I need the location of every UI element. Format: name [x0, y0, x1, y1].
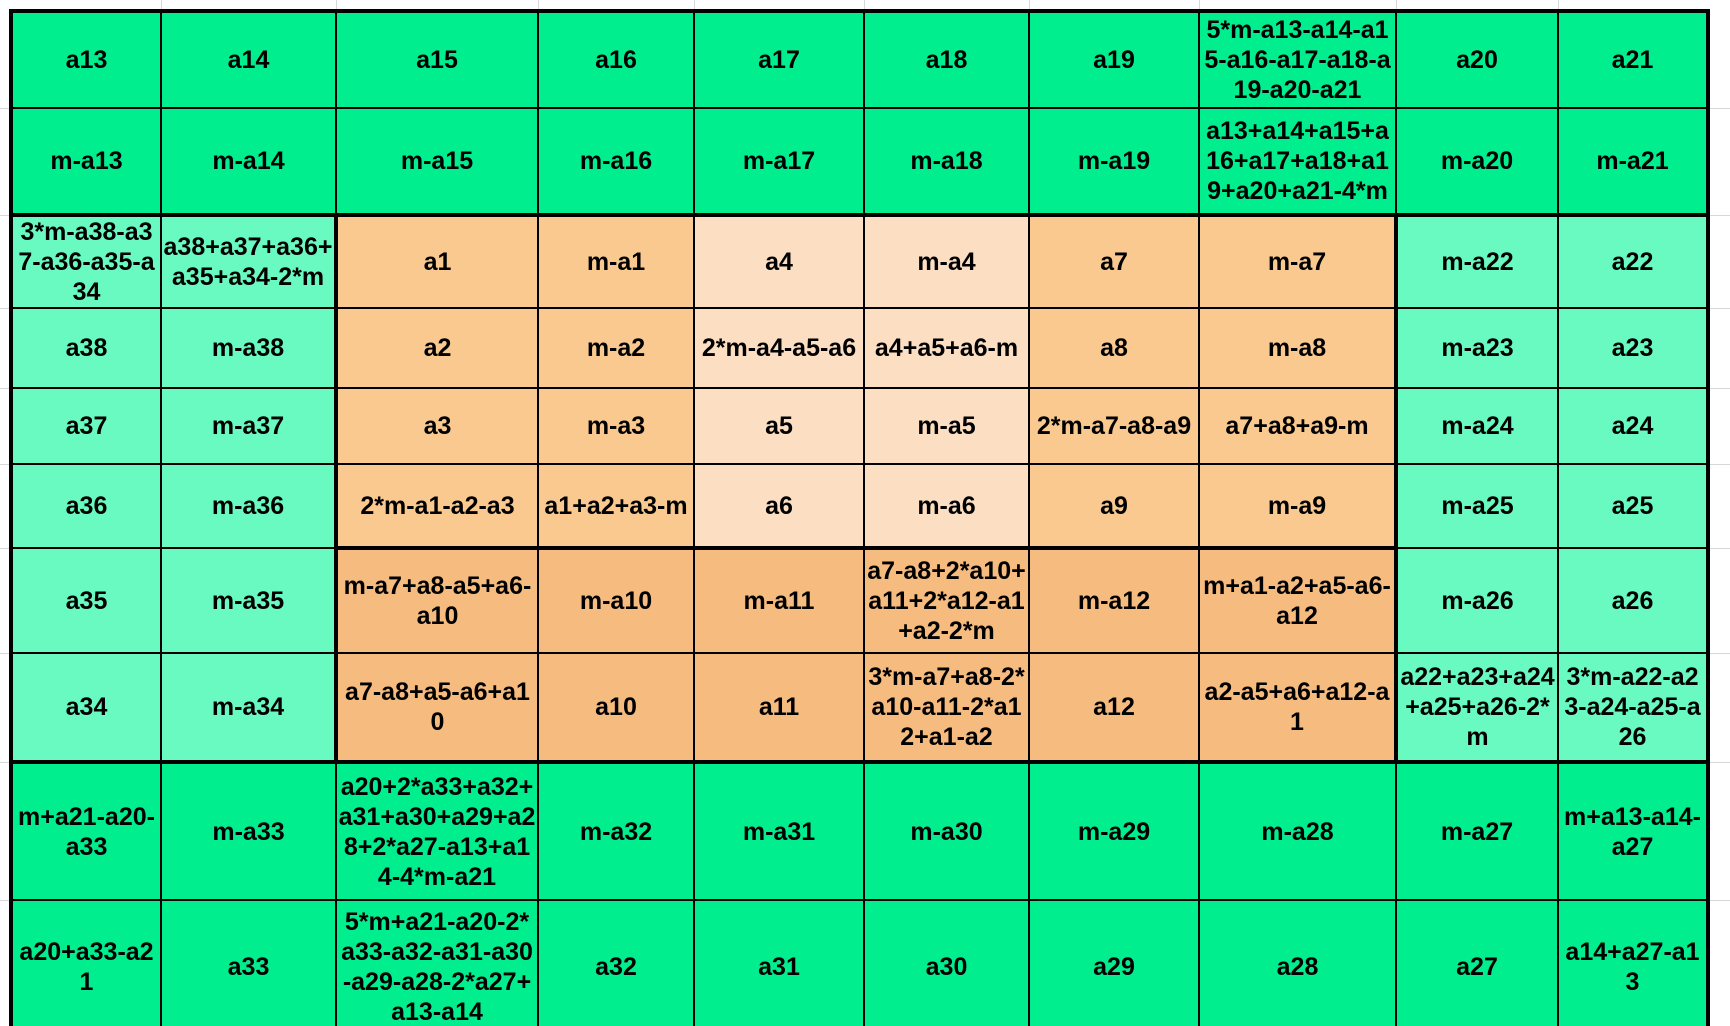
cell-r6c6[interactable]: m-a6 — [864, 464, 1029, 548]
cell-r8c10[interactable]: 3*m-a22-a23-a24-a25-a26 — [1558, 653, 1708, 762]
cell-r5c5[interactable]: a5 — [694, 388, 864, 464]
spreadsheet-gridline — [0, 108, 9, 109]
cell-r1c4[interactable]: a16 — [538, 11, 694, 108]
cell-r3c5[interactable]: a4 — [694, 215, 864, 308]
cell-r9c5[interactable]: m-a31 — [694, 762, 864, 900]
cell-r7c6[interactable]: a7-a8+2*a10+a11+2*a12-a1+a2-2*m — [864, 548, 1029, 653]
cell-r7c8[interactable]: m+a1-a2+a5-a6-a12 — [1199, 548, 1396, 653]
cell-r4c1[interactable]: a38 — [11, 308, 161, 388]
cell-r9c2[interactable]: m-a33 — [161, 762, 336, 900]
cell-r9c7[interactable]: m-a29 — [1029, 762, 1199, 900]
cell-r3c2[interactable]: a38+a37+a36+a35+a34-2*m — [161, 215, 336, 308]
cell-r8c6[interactable]: 3*m-a7+a8-2*a10-a11-2*a12+a1-a2 — [864, 653, 1029, 762]
cell-r7c2[interactable]: m-a35 — [161, 548, 336, 653]
cell-r8c8[interactable]: a2-a5+a6+a12-a1 — [1199, 653, 1396, 762]
cell-r6c4[interactable]: a1+a2+a3-m — [538, 464, 694, 548]
cell-r7c9[interactable]: m-a26 — [1396, 548, 1558, 653]
spreadsheet-gridline — [1396, 0, 1397, 9]
cell-r5c10[interactable]: a24 — [1558, 388, 1708, 464]
cell-r1c5[interactable]: a17 — [694, 11, 864, 108]
spreadsheet-gridline — [0, 464, 9, 465]
formula-table-body — [11, 11, 1708, 1026]
cell-r2c10[interactable]: m-a21 — [1558, 108, 1708, 215]
cell-r1c1[interactable]: a13 — [11, 11, 161, 108]
spreadsheet-gridline — [1710, 548, 1730, 549]
table-row — [11, 388, 1708, 464]
spreadsheet-gridline — [161, 0, 162, 9]
cell-r6c5[interactable]: a6 — [694, 464, 864, 548]
cell-r4c7[interactable]: a8 — [1029, 308, 1199, 388]
spreadsheet-gridline — [0, 653, 9, 654]
cell-r10c7[interactable]: a29 — [1029, 900, 1199, 1026]
cell-r1c7[interactable]: a19 — [1029, 11, 1199, 108]
cell-r3c8[interactable]: m-a7 — [1199, 215, 1396, 308]
spreadsheet-gridline — [694, 0, 695, 9]
cell-r2c4[interactable]: m-a16 — [538, 108, 694, 215]
cell-r4c8[interactable]: m-a8 — [1199, 308, 1396, 388]
cell-r7c7[interactable]: m-a12 — [1029, 548, 1199, 653]
cell-r1c9[interactable]: a20 — [1396, 11, 1558, 108]
cell-r8c9[interactable]: a22+a23+a24+a25+a26-2*m — [1396, 653, 1558, 762]
cell-r5c4[interactable]: m-a3 — [538, 388, 694, 464]
cell-r10c9[interactable]: a27 — [1396, 900, 1558, 1026]
cell-r6c7[interactable]: a9 — [1029, 464, 1199, 548]
cell-r9c10[interactable]: m+a13-a14-a27 — [1558, 762, 1708, 900]
cell-r5c1[interactable]: a37 — [11, 388, 161, 464]
cell-r10c6[interactable]: a30 — [864, 900, 1029, 1026]
cell-r8c5[interactable]: a11 — [694, 653, 864, 762]
cell-r3c9[interactable]: m-a22 — [1396, 215, 1558, 308]
spreadsheet-gridline — [1710, 653, 1730, 654]
cell-r2c9[interactable]: m-a20 — [1396, 108, 1558, 215]
cell-r10c8[interactable]: a28 — [1199, 900, 1396, 1026]
cell-r10c10[interactable]: a14+a27-a13 — [1558, 900, 1708, 1026]
cell-r4c9[interactable]: m-a23 — [1396, 308, 1558, 388]
cell-r3c1[interactable]: 3*m-a38-a37-a36-a35-a34 — [11, 215, 161, 308]
table-row — [11, 653, 1708, 762]
cell-r6c9[interactable]: m-a25 — [1396, 464, 1558, 548]
cell-r10c2[interactable]: a33 — [161, 900, 336, 1026]
cell-r5c6[interactable]: m-a5 — [864, 388, 1029, 464]
spreadsheet-gridline — [1710, 900, 1730, 901]
cell-r7c4[interactable]: m-a10 — [538, 548, 694, 653]
cell-r1c6[interactable]: a18 — [864, 11, 1029, 108]
cell-r4c10[interactable]: a23 — [1558, 308, 1708, 388]
table-row — [11, 215, 1708, 308]
cell-r2c5[interactable]: m-a17 — [694, 108, 864, 215]
table-row — [11, 108, 1708, 215]
cell-r6c10[interactable]: a25 — [1558, 464, 1708, 548]
cell-r8c4[interactable]: a10 — [538, 653, 694, 762]
spreadsheet-gridline — [1710, 108, 1730, 109]
table-row — [11, 900, 1708, 1026]
cell-r2c8[interactable]: a13+a14+a15+a16+a17+a18+a19+a20+a21-4*m — [1199, 108, 1396, 215]
cell-r9c3[interactable]: a20+2*a33+a32+a31+a30+a29+a28+2*a27-a13+a14-4*m-a21 — [336, 762, 538, 900]
cell-r8c3[interactable]: a7-a8+a5-a6+a10 — [336, 653, 538, 762]
cell-r8c2[interactable]: m-a34 — [161, 653, 336, 762]
table-row — [11, 548, 1708, 653]
spreadsheet-gridline — [0, 308, 9, 309]
cell-r5c9[interactable]: m-a24 — [1396, 388, 1558, 464]
table-row — [11, 308, 1708, 388]
cell-r2c3[interactable]: m-a15 — [336, 108, 538, 215]
cell-r1c3[interactable]: a15 — [336, 11, 538, 108]
spreadsheet-gridline — [1710, 308, 1730, 309]
cell-r6c1[interactable]: a36 — [11, 464, 161, 548]
magic-square-formula-table — [9, 9, 1710, 1026]
cell-r6c8[interactable]: m-a9 — [1199, 464, 1396, 548]
spreadsheet-gridline — [1558, 0, 1559, 9]
cell-r10c3[interactable]: 5*m+a21-a20-2*a33-a32-a31-a30-a29-a28-2*a27+a13-a14 — [336, 900, 538, 1026]
cell-r7c10[interactable]: a26 — [1558, 548, 1708, 653]
cell-r10c4[interactable]: a32 — [538, 900, 694, 1026]
spreadsheet-gridline — [1029, 0, 1030, 9]
table-row — [11, 762, 1708, 900]
cell-r3c4[interactable]: m-a1 — [538, 215, 694, 308]
cell-r1c2[interactable]: a14 — [161, 11, 336, 108]
cell-r9c4[interactable]: m-a32 — [538, 762, 694, 900]
spreadsheet-gridline — [1710, 215, 1730, 216]
cell-r10c1[interactable]: a20+a33-a21 — [11, 900, 161, 1026]
spreadsheet-gridline — [0, 548, 9, 549]
cell-r8c7[interactable]: a12 — [1029, 653, 1199, 762]
cell-r9c1[interactable]: m+a21-a20-a33 — [11, 762, 161, 900]
cell-r3c10[interactable]: a22 — [1558, 215, 1708, 308]
spreadsheet-gridline — [1710, 762, 1730, 763]
spreadsheet-gridline — [1710, 464, 1730, 465]
cell-r1c10[interactable]: a21 — [1558, 11, 1708, 108]
cell-r3c7[interactable]: a7 — [1029, 215, 1199, 308]
spreadsheet-gridline — [336, 0, 337, 9]
cell-r4c4[interactable]: m-a2 — [538, 308, 694, 388]
cell-r5c2[interactable]: m-a37 — [161, 388, 336, 464]
spreadsheet-gridline — [0, 762, 9, 763]
cell-r2c6[interactable]: m-a18 — [864, 108, 1029, 215]
cell-r7c1[interactable]: a35 — [11, 548, 161, 653]
cell-r2c7[interactable]: m-a19 — [1029, 108, 1199, 215]
table-row — [11, 464, 1708, 548]
cell-r9c9[interactable]: m-a27 — [1396, 762, 1558, 900]
cell-r3c3[interactable]: a1 — [336, 215, 538, 308]
spreadsheet-gridline — [0, 215, 9, 216]
spreadsheet-gridline — [0, 900, 9, 901]
spreadsheet-gridline — [0, 388, 9, 389]
spreadsheet-gridline — [864, 0, 865, 9]
cell-r7c5[interactable]: m-a11 — [694, 548, 864, 653]
spreadsheet-gridline — [1199, 0, 1200, 9]
table-row — [11, 11, 1708, 108]
cell-r2c2[interactable]: m-a14 — [161, 108, 336, 215]
cell-r2c1[interactable]: m-a13 — [11, 108, 161, 215]
cell-r9c8[interactable]: m-a28 — [1199, 762, 1396, 900]
cell-r4c2[interactable]: m-a38 — [161, 308, 336, 388]
cell-r6c3[interactable]: 2*m-a1-a2-a3 — [336, 464, 538, 548]
cell-r4c5[interactable]: 2*m-a4-a5-a6 — [694, 308, 864, 388]
spreadsheet-gridline — [1710, 388, 1730, 389]
cell-r10c5[interactable]: a31 — [694, 900, 864, 1026]
cell-r5c8[interactable]: a7+a8+a9-m — [1199, 388, 1396, 464]
cell-r5c3[interactable]: a3 — [336, 388, 538, 464]
cell-r7c3[interactable]: m-a7+a8-a5+a6-a10 — [336, 548, 538, 653]
cell-r5c7[interactable]: 2*m-a7-a8-a9 — [1029, 388, 1199, 464]
cell-r8c1[interactable]: a34 — [11, 653, 161, 762]
cell-r4c6[interactable]: a4+a5+a6-m — [864, 308, 1029, 388]
cell-r1c8[interactable]: 5*m-a13-a14-a15-a16-a17-a18-a19-a20-a21 — [1199, 11, 1396, 108]
cell-r4c3[interactable]: a2 — [336, 308, 538, 388]
cell-r6c2[interactable]: m-a36 — [161, 464, 336, 548]
spreadsheet-gridline — [538, 0, 539, 9]
cell-r9c6[interactable]: m-a30 — [864, 762, 1029, 900]
cell-r3c6[interactable]: m-a4 — [864, 215, 1029, 308]
